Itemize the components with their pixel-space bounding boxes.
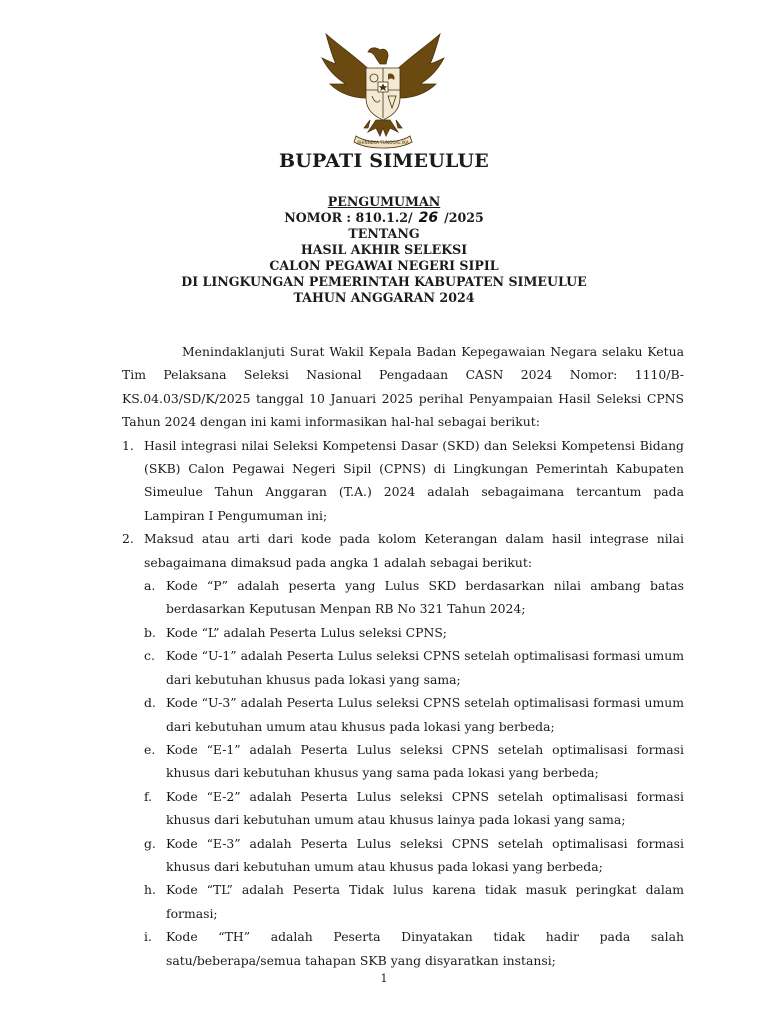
announcement-heading (0, 194, 768, 306)
announcement-body (122, 340, 684, 972)
emblem-motto: BHINNEKA TUNGGAL IKA (357, 140, 409, 145)
announcement-label: PENGUMUMAN (327, 194, 441, 209)
sub-list-item: c. Kode “U-1” adalah Peserta Lulus seleksi CPNS setelah optimalisasi formasi umum dari kebutuhan khusus pada lokasi yang sama; (144, 648, 684, 687)
title-line: TAHUN ANGGARAN 2024 (293, 290, 475, 305)
sub-list-item: g. Kode “E-3” adalah Peserta Lulus seleksi CPNS setelah optimalisasi formasi khusus dari kebutuhan umum atau khusus pada lokasi yang berbeda; (144, 835, 684, 874)
title-line: DI LINGKUNGAN PEMERINTAH KABUPATEN SIMEULUE (181, 274, 587, 289)
sub-list-item: h. Kode “TL” adalah Peserta Tidak lulus karena tidak masuk peringkat dalam formasi; (144, 882, 684, 921)
garuda-emblem-icon (318, 28, 448, 150)
office-title: BUPATI SIMEULUE (279, 150, 489, 172)
sub-list-item: e. Kode “E-1” adalah Peserta Lulus seleksi CPNS setelah optimalisasi formasi khusus dari kebutuhan khusus yang sama pada lokasi yang berbeda; (144, 741, 684, 781)
list-item: 2. Maksud atau arti dari kode pada kolom Keterangan dalam hasil integrase nilai sebagaimana dimaksud pada angka 1 adalah sebagai berikut: (122, 531, 684, 570)
list-item: 1. Hasil integrasi nilai Seleksi Kompetensi Dasar (SKD) dan Seleksi Kompetensi Bidang (SKB) Calon Pegawai Negeri Sipil (CPNS) di Lingkungan Pemerintah Kabupaten Simeulue Tahun Anggaran (T.A.) 2024 adalah sebagaimana tercantum pada Lampiran I Pengumuman ini; (122, 437, 684, 523)
sub-list-item: b. Kode “L” adalah Peserta Lulus seleksi CPNS; (144, 624, 447, 640)
about-label: TENTANG (348, 226, 420, 241)
sub-list-item: d. Kode “U-3” adalah Peserta Lulus seleksi CPNS setelah optimalisasi formasi umum dari kebutuhan umum atau khusus pada lokasi yang berbeda; (144, 695, 684, 734)
handwritten-number: 26 (418, 210, 439, 226)
title-line: CALON PEGAWAI NEGERI SIPIL (269, 258, 499, 273)
announcement-number: NOMOR : 810.1.2/ 26 /2025 (284, 210, 484, 226)
intro-paragraph: Menindaklanjuti Surat Wakil Kepala Badan Kepegawaian Negara selaku Ketua Tim Pelaksana Seleksi Nasional Pengadaan CASN 2024 Nomor: 1110/B-KS.04.03/SD/K/2025 tanggal 10 Januari 2025 perihal Penyampaian Hasil Seleksi CPNS Tahun 2024 dengan ini kami informasikan hal-hal sebagai berikut: (122, 344, 684, 430)
page-number: 1 (380, 972, 388, 985)
sub-list-item: a. Kode “P” adalah peserta yang Lulus SKD berdasarkan nilai ambang batas berdasarkan Keputusan Menpan RB No 321 Tahun 2024; (144, 578, 684, 617)
sub-list-item: f. Kode “E-2” adalah Peserta Lulus seleksi CPNS setelah optimalisasi formasi khusus dari kebutuhan umum atau khusus lainya pada lokasi yang sama; (144, 788, 684, 828)
title-line: HASIL AKHIR SELEKSI (300, 242, 468, 257)
sub-list-item: i. Kode “TH” adalah Peserta Dinyatakan tidak hadir pada salah satu/beberapa/semua tahapan SKB yang disyaratkan instansi; (144, 929, 684, 968)
